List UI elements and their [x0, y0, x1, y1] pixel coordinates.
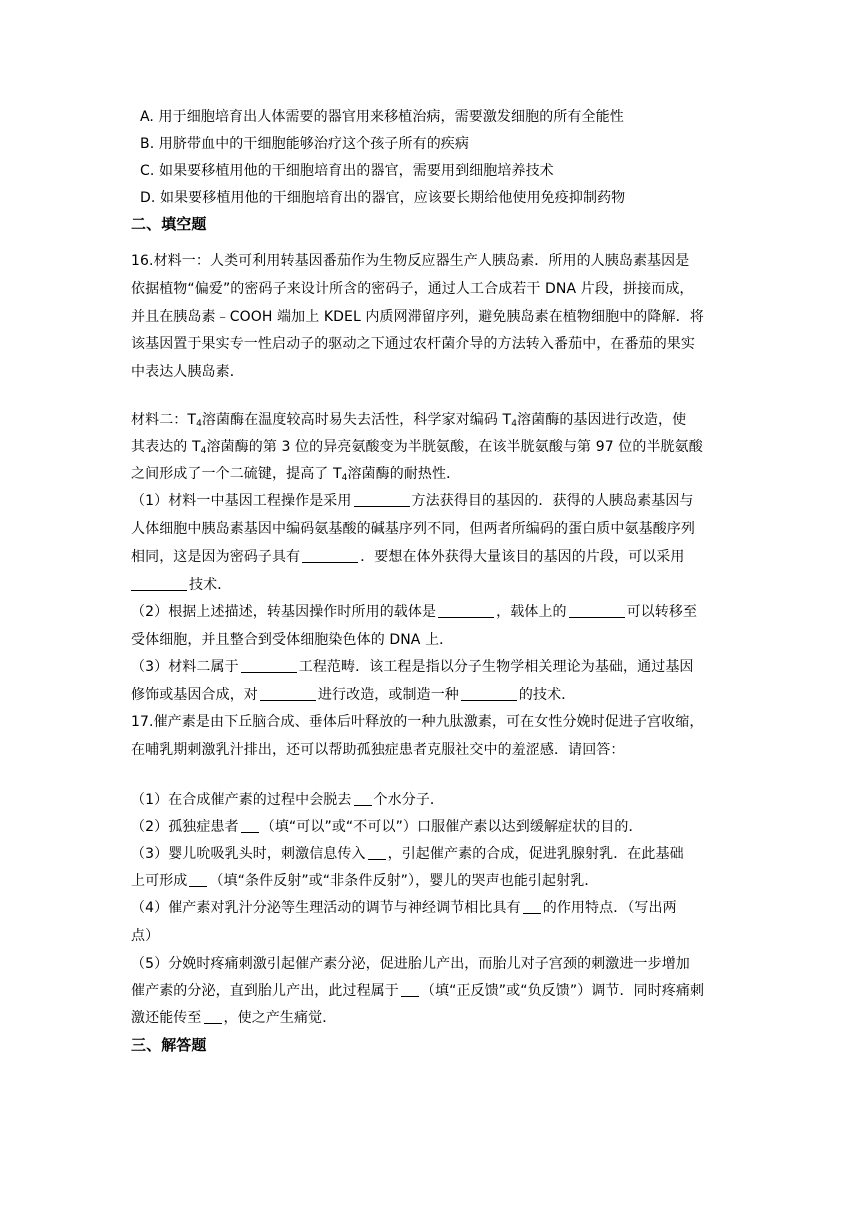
q17-stem-line: 17.催产素是由下丘脑合成、垂体后叶释放的一种九肽激素，可在女性分娩时促进子宫收缩， [131, 714, 704, 730]
answer-blank[interactable] [204, 1009, 222, 1024]
q17-part4-line: （4）催产素对乳汁分泌等生理活动的调节与神经调节相比具有 的作用特点．（写出两 [131, 900, 677, 916]
q17-part3-line: 上可形成 （填“条件反射”或“非条件反射”），婴儿的哭声也能引起射乳． [131, 873, 599, 889]
q16-material2-line: 材料二：$T_4$溶菌酶在温度较高时易失去活性，科学家对编码 $T_4$溶菌酶的基因进行改造，使 [131, 412, 687, 429]
q17-part1-line: （1）在合成催产素的过程中会脱去 个水分子． [131, 792, 445, 808]
q16-material1-line: 16.材料一：人类可利用转基因番茄作为生物反应器生产人胰岛素．所用的人胰岛素基因是 [131, 253, 690, 269]
q17-stem-line: 在哺乳期刺激乳汁排出，还可以帮助孤独症患者克服社交中的羞涩感．请回答： [131, 742, 625, 758]
q16-material1-line: 依据植物“偏爱”的密码子来设计所含的密码子，通过人工合成若干 DNA 片段，拼接而成， [131, 281, 694, 297]
q15-option-c: C. 如果要移植用他的干细胞培育出的器官，需要用到细胞培养技术 [140, 163, 554, 179]
answer-blank[interactable] [131, 576, 187, 591]
q16-part3-line: 修饰或基因合成，对 进行改造，或制造一种 的技术． [131, 687, 576, 703]
q16-part3-line: （3）材料二属于 工程范畴．该工程是指以分子生物学相关理论为基础，通过基因 [131, 659, 694, 675]
q16-part2-line: （2）根据上述描述，转基因操作时所用的载体是 ，载体上的 可以转移至 [131, 604, 698, 620]
q17-part2-line: （2）孤独症患者 （填“可以”或“不可以”）口服催产素以达到缓解症状的目的． [131, 819, 643, 835]
answer-blank[interactable] [189, 872, 207, 887]
answer-blank[interactable] [523, 899, 541, 914]
q16-part1-line: 人体细胞中胰岛素基因中编码氨基酸的碱基序列不同，但两者所编码的蛋白质中氨基酸序列 [131, 521, 695, 537]
q16-part2-line: 受体细胞，并且整合到受体细胞染色体的 DNA 上． [131, 632, 454, 648]
answer-blank[interactable] [461, 686, 517, 701]
q16-material1-line: 并且在胰岛素﹣COOH 端加上 KDEL 内质网滞留序列，避免胰岛素在植物细胞中的降解．将 [131, 309, 704, 325]
q17-part5-line: 激还能传至 ，使之产生痛觉． [131, 1010, 337, 1026]
answer-blank[interactable] [241, 818, 259, 833]
q17-part3-line: （3）婴儿吮吸乳头时，刺激信息传入 ，引起催产素的合成，促进乳腺射乳．在此基础 [131, 846, 684, 862]
answer-blank[interactable] [354, 492, 410, 507]
q16-material2-line: 之间形成了一个二硫键，提高了 $T_4$溶菌酶的耐热性． [131, 466, 461, 483]
answer-blank[interactable] [368, 845, 386, 860]
answer-blank[interactable] [241, 658, 297, 673]
answer-blank[interactable] [569, 603, 625, 618]
q15-option-b: B. 用脐带血中的干细胞能够治疗这个孩子所有的疾病 [140, 136, 470, 152]
answer-blank[interactable] [354, 791, 372, 806]
section-heading-answer: 三、解答题 [131, 1036, 207, 1054]
q16-material1-line: 中表达人胰岛素． [131, 364, 244, 380]
q16-part1-line: 技术． [131, 576, 731, 594]
q16-part1-line: （1）材料一中基因工程操作是采用 方法获得目的基因的．获得的人胰岛素基因与 [131, 493, 694, 509]
q16-material1-line: 该基因置于果实专一性启动子的驱动之下通过农杆菌介导的方法转入番茄中，在番茄的果实 [131, 336, 695, 352]
answer-blank[interactable] [438, 603, 494, 618]
q17-part5-line: （5）分娩时疼痛刺激引起催产素分泌，促进胎儿产出，而胎儿对子宫颈的刺激进一步增加 [131, 956, 690, 972]
q16-material2-line: 其表达的 $T_4$溶菌酶的第 3 位的异亮氨酸变为半胱氨酸，在该半胱氨酸与第 97 位的半胱氨酸 [131, 439, 703, 456]
section-heading-fill-blank: 二、填空题 [131, 215, 207, 233]
answer-blank[interactable] [260, 686, 316, 701]
q17-part4-line: 点） [131, 928, 160, 944]
q17-part5-line: 催产素的分泌，直到胎儿产出，此过程属于 （填“正反馈”或“负反馈”）调节．同时疼痛刺 [131, 983, 705, 999]
q16-part1-line: 相同，这是因为密码子具有 ．要想在体外获得大量该目的基因的片段，可以采用 [131, 549, 685, 565]
answer-blank[interactable] [302, 548, 358, 563]
q15-option-d: D. 如果要移植用他的干细胞培育出的器官，应该要长期给他使用免疫抑制药物 [140, 190, 626, 206]
q15-option-a: A. 用于细胞培育出人体需要的器官用来移植治病，需要激发细胞的所有全能性 [140, 109, 624, 125]
answer-blank[interactable] [401, 982, 419, 997]
